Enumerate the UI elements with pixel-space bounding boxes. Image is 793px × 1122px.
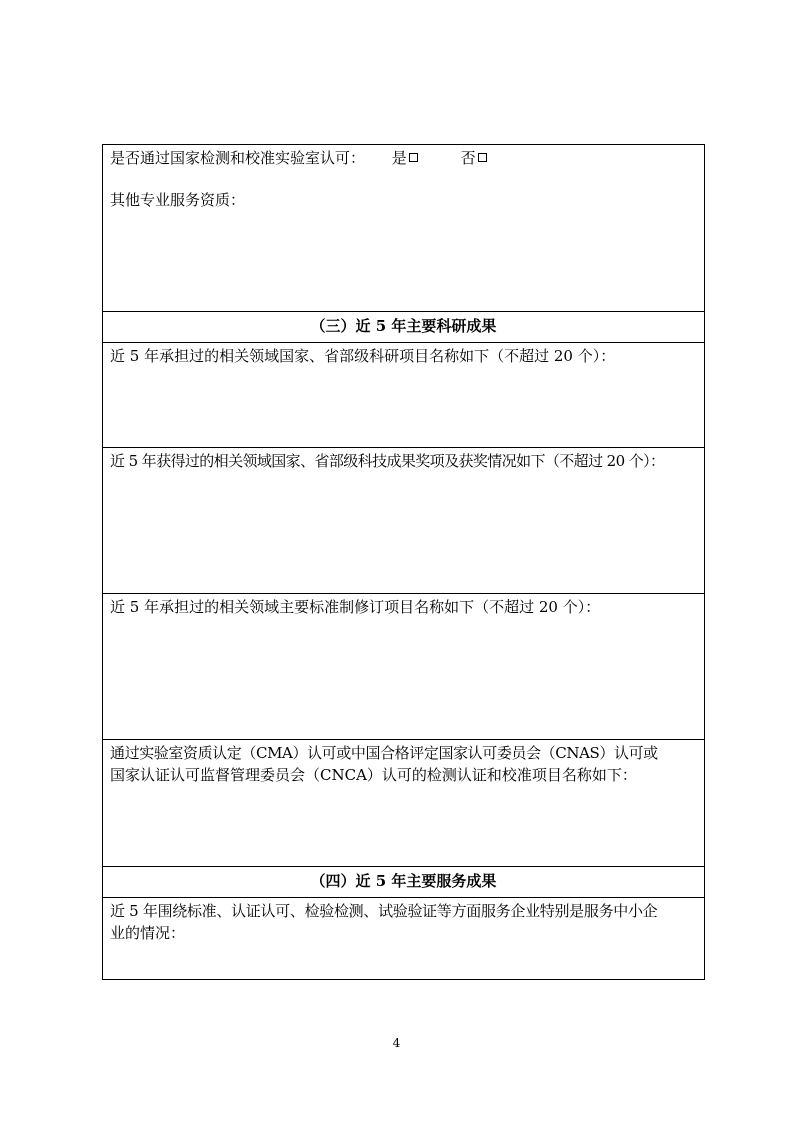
certification-label-line2: 国家认证认可监督管理委员会（CNCA）认可的检测认证和校准项目名称如下：	[110, 766, 637, 784]
application-form-table	[102, 144, 705, 980]
awards-cell[interactable]	[103, 448, 704, 594]
no-label: 否	[460, 149, 476, 167]
page-number: 4	[392, 1036, 401, 1050]
cnas-question-text: 是否通过国家检测和校准实验室认可：	[110, 149, 366, 167]
certification-label-line1: 通过实验室资质认定（CMA）认可或中国合格评定国家认可委员会（CNAS）认可或	[110, 744, 658, 762]
section4-heading: （四）近 5 年主要服务成果	[103, 867, 704, 898]
awards-label: 近 5 年获得过的相关领域国家、省部级科技成果奖项及获奖情况如下（不超过 20 个）：	[110, 452, 665, 470]
cnas-question-line	[110, 147, 697, 169]
no-option[interactable]	[461, 147, 487, 169]
yes-label: 是	[391, 149, 407, 167]
service-results-line1: 近 5 年围绕标准、认证认可、检验检测、试验验证等方面服务企业特别是服务中小企	[110, 902, 658, 920]
research-projects-label: 近 5 年承担过的相关领域国家、省部级科研项目名称如下（不超过 20 个）：	[110, 347, 616, 365]
section3-heading: （三）近 5 年主要科研成果	[103, 312, 704, 343]
standards-cell[interactable]	[103, 594, 704, 740]
yes-checkbox[interactable]	[409, 153, 418, 162]
certification-cell[interactable]	[103, 740, 704, 867]
standards-label: 近 5 年承担过的相关领域主要标准制修订项目名称如下（不超过 20 个）：	[110, 598, 601, 616]
service-results-line2: 业的情况：	[110, 924, 186, 942]
yes-option[interactable]	[392, 147, 418, 169]
qualification-cell	[103, 145, 704, 312]
service-results-cell[interactable]	[103, 898, 704, 979]
research-projects-cell[interactable]	[103, 343, 704, 448]
no-checkbox[interactable]	[478, 153, 487, 162]
other-qualification-label: 其他专业服务资质：	[110, 191, 246, 209]
